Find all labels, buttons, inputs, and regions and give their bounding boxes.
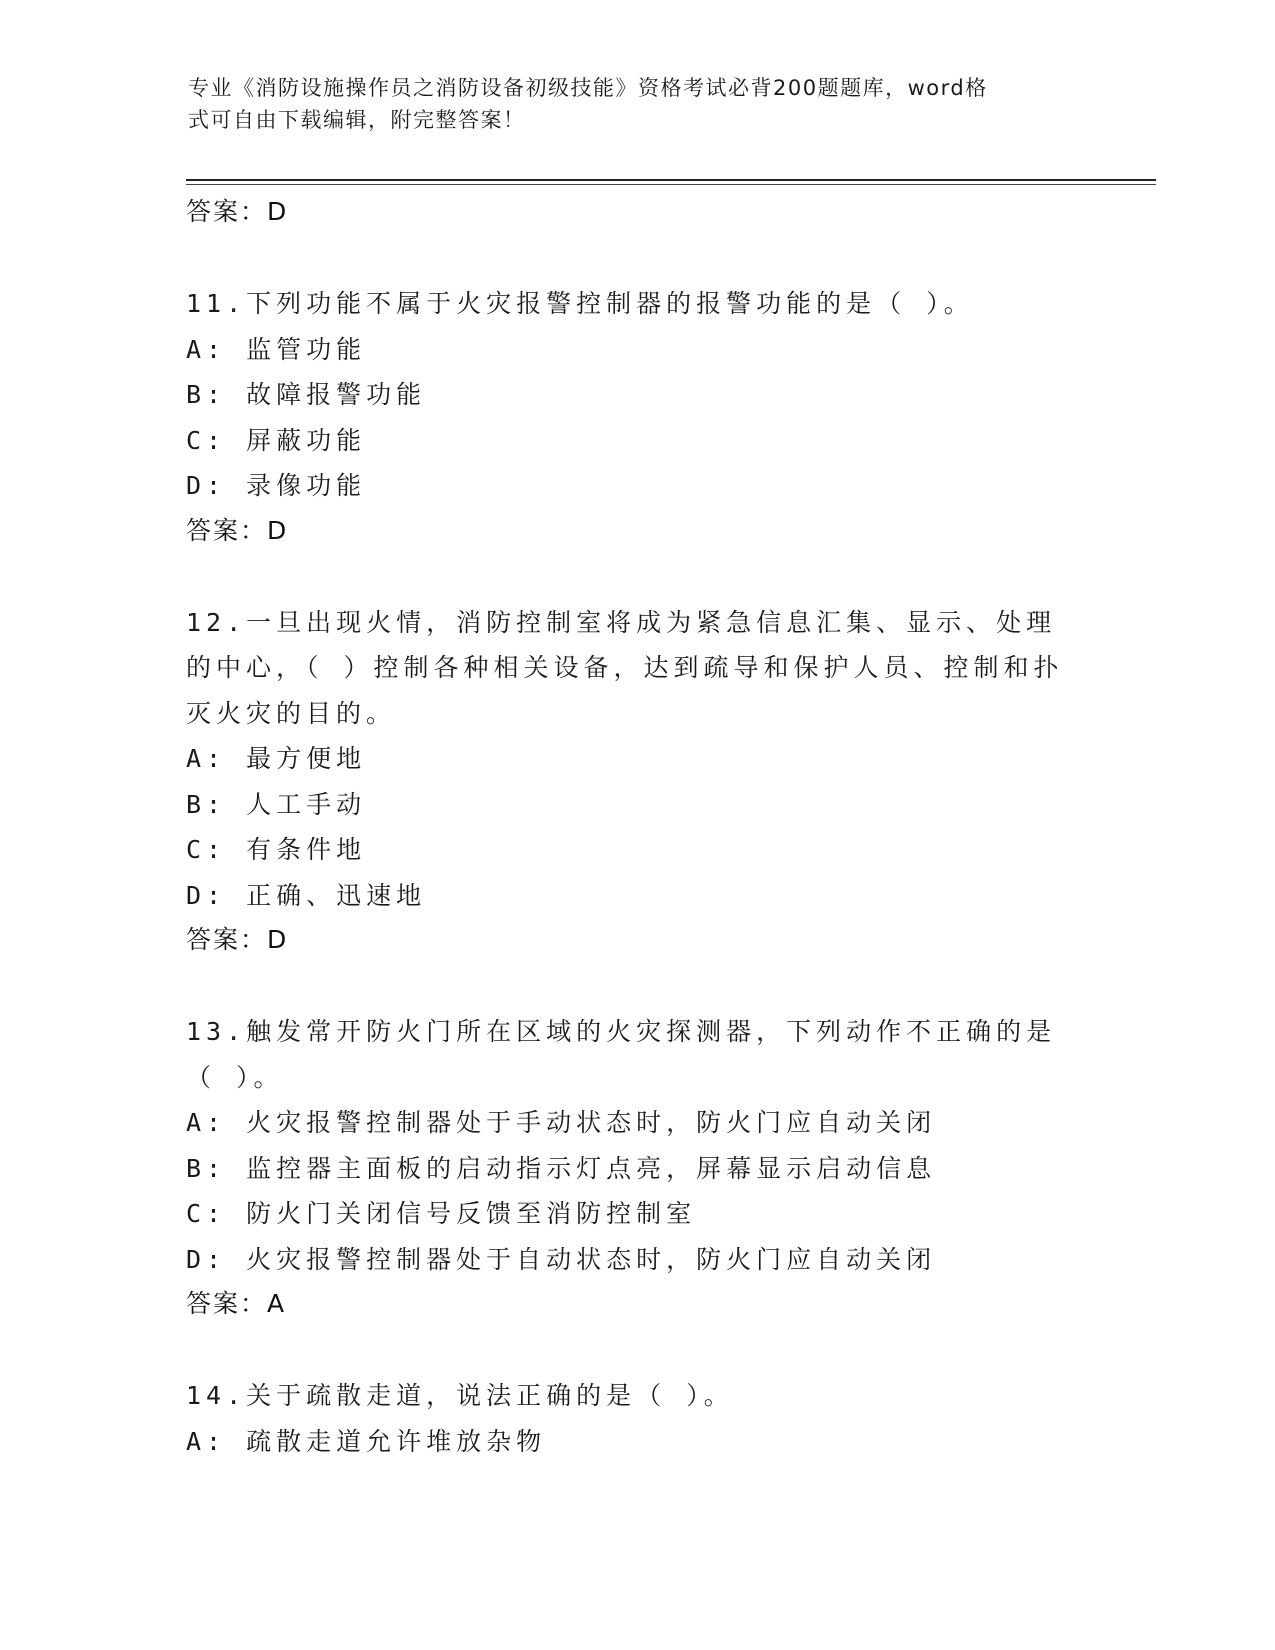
- option-a: A: 最方便地: [186, 744, 367, 773]
- spacer: [186, 234, 1086, 281]
- option-b: B: 监控器主面板的启动指示灯点亮，屏幕显示启动信息: [186, 1153, 937, 1183]
- option-c: C: 有条件地: [186, 835, 367, 864]
- answer-line: 答案：D: [186, 925, 289, 954]
- answer-line: 答案：D: [186, 197, 289, 226]
- option-d: D: 正确、迅速地: [186, 880, 427, 910]
- header-divider-thick: [186, 179, 1156, 181]
- header-line-2: 式可自由下载编辑，附完整答案！: [188, 108, 526, 132]
- question-text: 13.触发常开防火门所在区域的火灾探测器，下列动作不正确的是（ ）。: [186, 1017, 1057, 1092]
- question-text: 14.关于疏散走道，说法正确的是（ ）。: [186, 1381, 734, 1410]
- option-b: B: 故障报警功能: [186, 380, 427, 409]
- option-c: C: 防火门关闭信号反馈至消防控制室: [186, 1199, 697, 1228]
- answer-line: 答案：D: [186, 515, 289, 545]
- header-line-1: 专业《消防设施操作员之消防设备初级技能》资格考试必背200题题库，word格: [188, 76, 988, 100]
- option-a: A: 疏散走道允许堆放杂物: [186, 1426, 547, 1456]
- spacer: [186, 1326, 1086, 1373]
- option-d: D: 火灾报警控制器处于自动状态时，防火门应自动关闭: [186, 1244, 937, 1274]
- option-d: D: 录像功能: [186, 471, 367, 500]
- spacer: [186, 553, 1086, 600]
- option-a: A: 监管功能: [186, 334, 367, 364]
- option-c: C: 屏蔽功能: [186, 425, 367, 455]
- question-text: 12.一旦出现火情，消防控制室将成为紧急信息汇集、显示、处理的中心，（ ）控制各种相关设备，达到疏导和保护人员、控制和扑灭火灾的目的。: [186, 607, 1064, 728]
- document-header: [188, 72, 1068, 136]
- answer-line: 答案：A: [186, 1289, 287, 1318]
- question-list: [186, 190, 1086, 1464]
- option-b: B: 人工手动: [186, 789, 367, 819]
- spacer: [186, 962, 1086, 1009]
- option-a: A: 火灾报警控制器处于手动状态时，防火门应自动关闭: [186, 1108, 937, 1137]
- question-text: 11.下列功能不属于火灾报警控制器的报警功能的是（ ）。: [186, 289, 974, 318]
- header-divider-thin: [186, 184, 1156, 185]
